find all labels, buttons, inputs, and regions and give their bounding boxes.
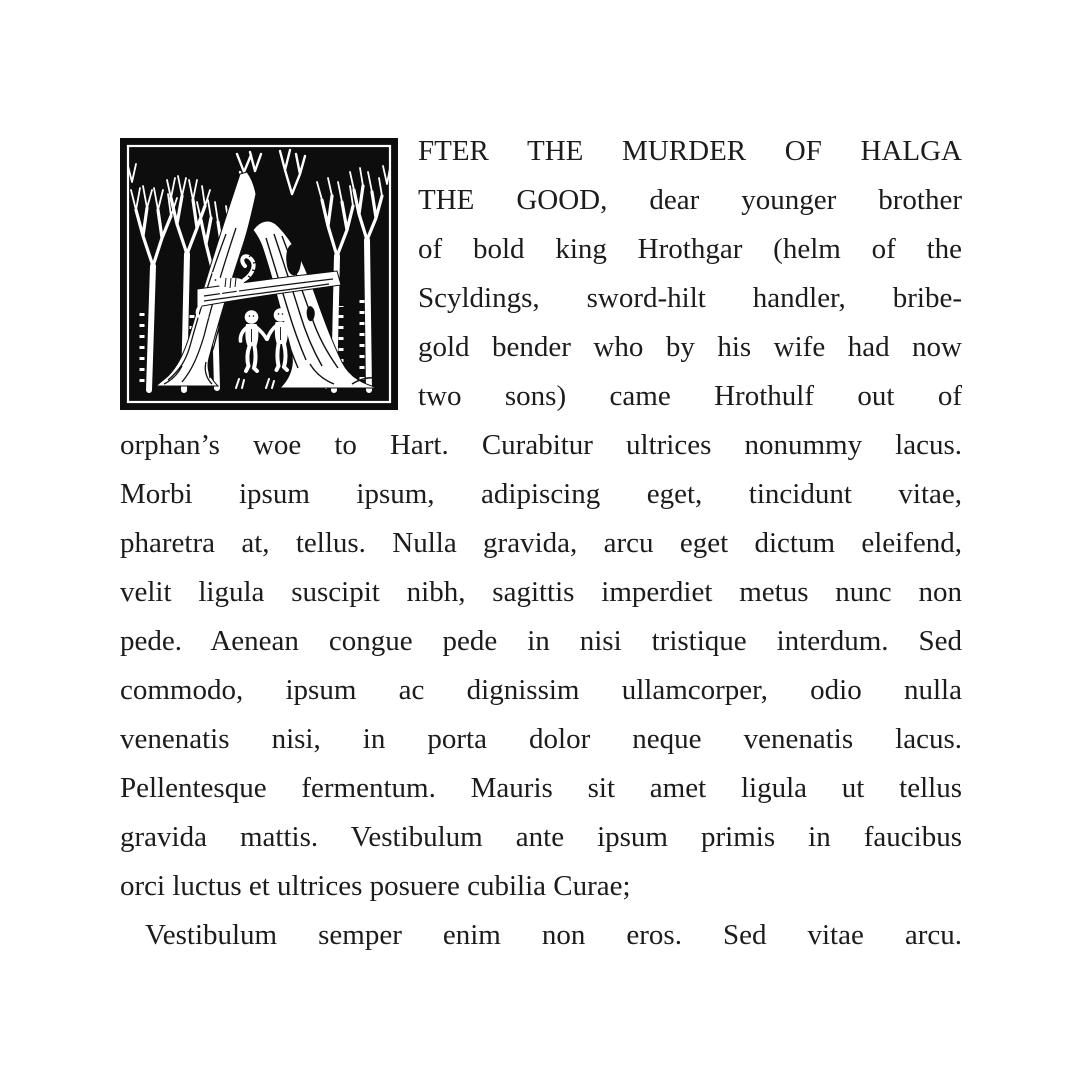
dropcap-initial-A-illustration [120, 138, 398, 410]
text-line: Morbi ipsum ipsum, adipiscing eget, tincidunt vitae, [120, 478, 962, 510]
text-line: velit ligula suscipit nibh, sagittis imperdiet metus nunc non [120, 576, 962, 608]
text-line: FTER THE MURDER OF HALGA [418, 135, 962, 167]
woodcut-forest-initial-icon [120, 138, 398, 410]
text-line: pede. Aenean congue pede in nisi tristique interdum. Sed [120, 625, 962, 657]
text-line: two sons) came Hrothulf out of [418, 380, 962, 412]
text-line: pharetra at, tellus. Nulla gravida, arcu eget dictum eleifend, [120, 527, 962, 559]
text-line: Scyldings, sword-hilt handler, bribe- [418, 282, 962, 314]
text-line: commodo, ipsum ac dignissim ullamcorper, odio nulla [120, 674, 962, 706]
text-line: of bold king Hrothgar (helm of the [418, 233, 962, 265]
text-line: gravida mattis. Vestibulum ante ipsum primis in faucibus [120, 821, 962, 853]
text-line: Vestibulum semper enim non eros. Sed vitae arcu. [145, 919, 962, 951]
text-line: THE GOOD, dear younger brother [418, 184, 962, 216]
text-line: venenatis nisi, in porta dolor neque venenatis lacus. [120, 723, 962, 755]
text-line: Pellentesque fermentum. Mauris sit amet ligula ut tellus [120, 772, 962, 804]
text-line: gold bender who by his wife had now [418, 331, 962, 363]
book-page [120, 127, 962, 960]
text-line: orci luctus et ultrices posuere cubilia Curae; [120, 870, 631, 902]
text-line: orphan’s woe to Hart. Curabitur ultrices nonummy lacus. [120, 429, 962, 461]
